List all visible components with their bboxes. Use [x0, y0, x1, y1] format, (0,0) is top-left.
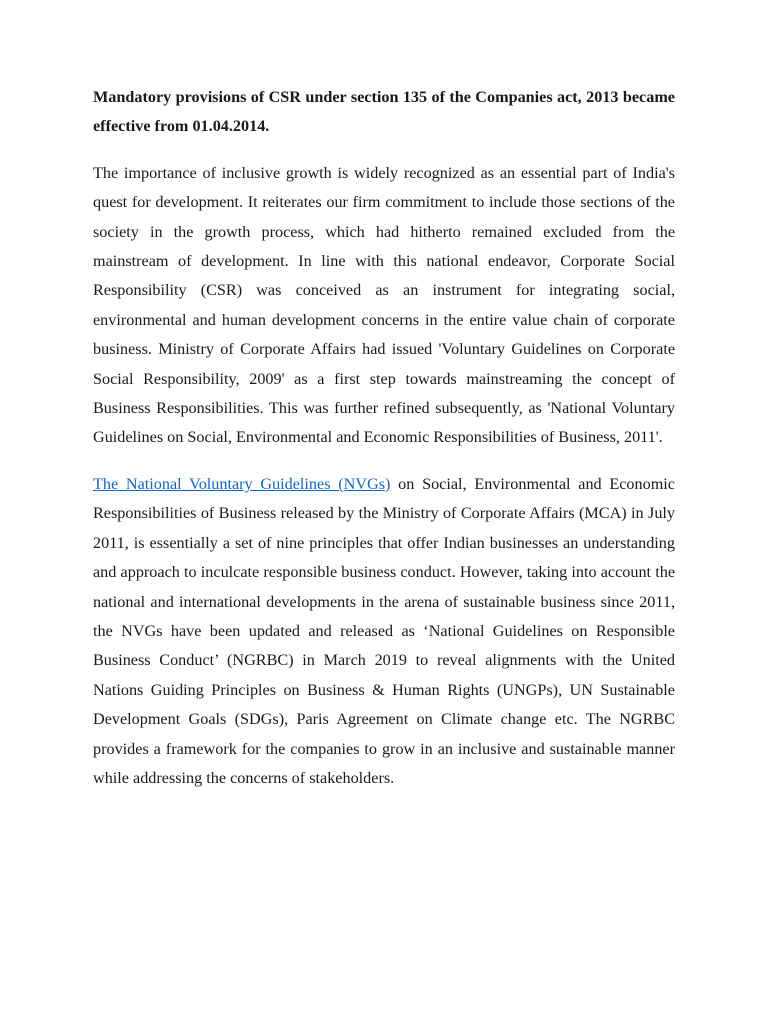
paragraph-nvgs — [93, 470, 675, 793]
document-body — [93, 83, 675, 810]
paragraph-inclusive-growth: The importance of inclusive growth is widely recognized as an essential part of India's quest for development. It reiterates our firm commitment to include those sections of the society in the growth process, which had hitherto remained excluded from the mainstream of development. In line with this national endeavor, Corporate Social Responsibility (CSR) was conceived as an instrument for integrating social, environmental and human development concerns in the entire value chain of corporate business. Ministry of Corporate Affairs had issued 'Voluntary Guidelines on Corporate Social Responsibility, 2009' as a first step towards mainstreaming the concept of Business Responsibilities. This was further refined subsequently, as 'National Voluntary Guidelines on Social, Environmental and Economic Responsibilities of Business, 2011'. — [93, 163, 675, 447]
paragraph-nvgs-text: on Social, Environmental and Economic Responsibilities of Business released by the Ministry of Corporate Affairs (MCA) in July 2011, is essentially a set of nine principles that offer Indian businesses an understanding and approach to inculcate responsible business conduct. However, taking into account the national and international developments in the arena of sustainable business since 2011, the NVGs have been updated and released as ‘National Guidelines on Responsible Business Conduct’ (NGRBC) in March 2019 to reveal alignments with the United Nations Guiding Principles on Business & Human Rights (UNGPs), UN Sustainable Development Goals (SDGs), Paris Agreement on Climate change etc. The NGRBC provides a framework for the companies to grow in an inclusive and sustainable manner while addressing the concerns of stakeholders. — [93, 474, 675, 787]
nvgs-link[interactable]: The National Voluntary Guidelines (NVGs) — [93, 474, 391, 493]
document-heading: Mandatory provisions of CSR under section 135 of the Companies act, 2013 became effective from 01.04.2014. — [93, 88, 675, 136]
